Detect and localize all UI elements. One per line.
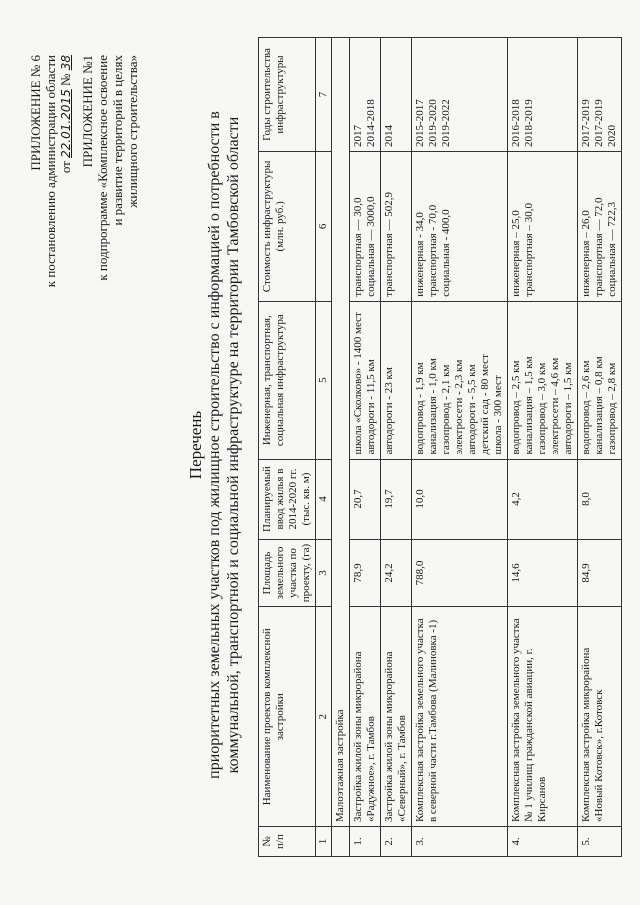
table-row	[508, 38, 578, 857]
row-infrastructure-line: газопровод - 2,1 км	[440, 364, 452, 455]
appendix6-date: 22.01.2015	[59, 89, 73, 158]
row-years-line: 2015-2017	[414, 99, 426, 147]
row-infrastructure-line: водопровод – 2,6 км	[580, 360, 592, 455]
row-years	[381, 38, 412, 152]
row-project-name: Комплексная застройка микрорайона «Новый Котовск», г.Котовск	[578, 607, 622, 827]
title-line3: коммунальной, транспортной и социальной инфраструктуре на территории Тамбовской области	[225, 116, 242, 774]
row-years-line: 2018-2019	[523, 99, 535, 147]
index-cell: 5	[316, 301, 332, 459]
header-infrastructure: Инженерная, транспортная, социальная инфраструктура	[259, 301, 316, 459]
row-infrastructure-line: водопровод – 2,5 км	[510, 360, 522, 455]
row-years-line: 2014	[383, 124, 395, 147]
row-years-line: 2019-2020	[427, 99, 439, 147]
table-header-row	[259, 38, 316, 857]
row-infrastructure-line: газопровод – 2,8 км	[606, 362, 618, 455]
row-years-line: 2016-2018	[510, 99, 522, 147]
header-number: № п/п	[259, 827, 316, 857]
row-cost-line: транспортная – 30,0	[523, 203, 535, 297]
appendix1-line4: жилищного строительства»	[125, 55, 140, 208]
appendix6-block	[28, 55, 74, 287]
row-area: 14,6	[508, 539, 578, 607]
row-years	[412, 38, 508, 152]
section-empty-cell	[332, 827, 350, 857]
table-row	[381, 38, 412, 857]
row-infrastructure-line: автодороги - 5,5 км	[466, 364, 478, 455]
row-cost-line: инженерная - 34,0	[414, 212, 426, 297]
row-infrastructure-line: автодороги - 23 км	[383, 367, 395, 455]
appendix6-no-label: №	[58, 73, 73, 86]
row-cost-line: социальная — 3000,0	[365, 196, 377, 297]
row-infrastructure-line: водопровод - 1,9 км	[414, 362, 426, 455]
index-cell: 4	[316, 459, 332, 539]
row-years-line: 2019-2022	[440, 99, 452, 147]
row-years-line: 2017-2019	[580, 99, 592, 147]
row-cost-line: транспортная - 70,0	[427, 204, 439, 297]
header-area: Площадь земельного участка по проекту, (га)	[259, 539, 316, 607]
row-infrastructure-line: школа - 300 мест	[492, 375, 504, 455]
row-years	[350, 38, 381, 152]
table-row	[350, 38, 381, 857]
row-cost-line: транспортная — 72,0	[593, 197, 605, 297]
sites-table	[258, 37, 622, 857]
table-row	[578, 38, 622, 857]
row-housing: 20,7	[350, 459, 381, 539]
row-number: 3.	[412, 827, 508, 857]
row-infrastructure-line: канализация – 1,5 км	[523, 356, 535, 455]
appendix6-line2: к постановлению администрации области	[43, 55, 58, 288]
row-cost	[508, 151, 578, 301]
row-number: 1.	[350, 827, 381, 857]
row-area: 78,9	[350, 539, 381, 607]
row-project-name: Застройка жилой зоны микрорайона «Северный», г. Тамбов	[381, 607, 412, 827]
row-cost	[350, 151, 381, 301]
rotated-page	[10, 15, 630, 895]
table-index-row	[316, 38, 332, 857]
row-project-name: Комплексная застройка земельного участка в северной части г.Тамбова (Малиновка -1)	[412, 607, 508, 827]
appendix1-block	[80, 55, 140, 375]
title-line2: приоритетных земельных участков под жилищное строительство с информацией о потребности в	[206, 111, 223, 779]
row-years-line: 2017	[352, 124, 364, 147]
row-cost	[412, 151, 508, 301]
table-section-row	[332, 38, 350, 857]
row-infrastructure-line: школа «Сколково» - 1400 мест	[352, 312, 364, 455]
appendix1-line2: к подпрограмме «Комплексное освоение	[95, 55, 110, 281]
index-cell: 2	[316, 607, 332, 827]
row-years-line: 2014-2018	[365, 99, 377, 147]
row-cost-line: инженерная – 25,0	[510, 210, 522, 297]
row-number: 2.	[381, 827, 412, 857]
index-cell: 7	[316, 38, 332, 152]
row-infrastructure-line: канализация – 0,8 км	[593, 356, 605, 455]
row-housing: 8,0	[578, 459, 622, 539]
row-housing: 10,0	[412, 459, 508, 539]
row-infrastructure	[578, 301, 622, 459]
row-area: 84,9	[578, 539, 622, 607]
row-cost-line: транспортная — 30,0	[352, 197, 364, 297]
row-infrastructure	[350, 301, 381, 459]
appendix6-number: 38	[59, 55, 73, 71]
row-infrastructure-line: автодороги – 1,5 км	[562, 362, 574, 455]
header-years: Годы строительства инфраструктуры	[259, 38, 316, 152]
row-cost	[381, 151, 412, 301]
document-title	[186, 55, 243, 835]
title-line1: Перечень	[186, 410, 205, 480]
appendix6-prefix: от	[58, 161, 73, 174]
row-number: 4.	[508, 827, 578, 857]
index-cell: 3	[316, 539, 332, 607]
row-infrastructure-line: электросети - 2,3 км	[453, 359, 465, 455]
row-infrastructure-line: канализация - 1,0 км	[427, 358, 439, 455]
row-years	[578, 38, 622, 152]
index-cell: 6	[316, 151, 332, 301]
row-cost-line: социальная - 400,0	[440, 209, 452, 297]
row-cost	[578, 151, 622, 301]
header-cost: Стоимость инфраструктуры (млн. руб.)	[259, 151, 316, 301]
section-title: Малоэтажная застройка	[332, 38, 350, 827]
row-cost-line: инженерная – 26,0	[580, 210, 592, 297]
row-housing: 19,7	[381, 459, 412, 539]
row-infrastructure	[508, 301, 578, 459]
row-area: 24,2	[381, 539, 412, 607]
appendix1-line3: и развитие территорий в целях	[110, 55, 125, 226]
appendix6-title: ПРИЛОЖЕНИЕ № 6	[28, 55, 43, 171]
row-years-line: 2020	[606, 124, 618, 147]
row-project-name: Застройка жилой зоны микрорайона «Радужное», г. Тамбов	[350, 607, 381, 827]
appendix6-date-line	[58, 55, 74, 287]
row-years	[508, 38, 578, 152]
appendix1-title: ПРИЛОЖЕНИЕ №1	[80, 55, 95, 168]
header-housing: Планируемый ввод жилья в 2014-2020 гг. (тыс. кв. м)	[259, 459, 316, 539]
row-infrastructure	[381, 301, 412, 459]
index-cell: 1	[316, 827, 332, 857]
row-number: 5.	[578, 827, 622, 857]
table-row	[412, 38, 508, 857]
row-housing: 4,2	[508, 459, 578, 539]
row-infrastructure-line: электросети – 4,6 км	[549, 357, 561, 455]
row-cost-line: социальная — 722,3	[606, 202, 618, 297]
row-years-line: 2017-2019	[593, 99, 605, 147]
row-project-name: Комплексная застройка земельного участка № 1 училищ гражданской авиации, г. Кирсанов	[508, 607, 578, 827]
row-infrastructure	[412, 301, 508, 459]
row-infrastructure-line: детский сад - 80 мест	[479, 354, 491, 455]
row-infrastructure-line: газопровод – 3,0 км	[536, 362, 548, 455]
row-infrastructure-line: автодороги - 11,5 км	[365, 359, 377, 455]
row-cost-line: транспортная — 502,9	[383, 192, 395, 297]
row-area: 788,0	[412, 539, 508, 607]
header-project-name: Наименование проектов комплексной застройки	[259, 607, 316, 827]
